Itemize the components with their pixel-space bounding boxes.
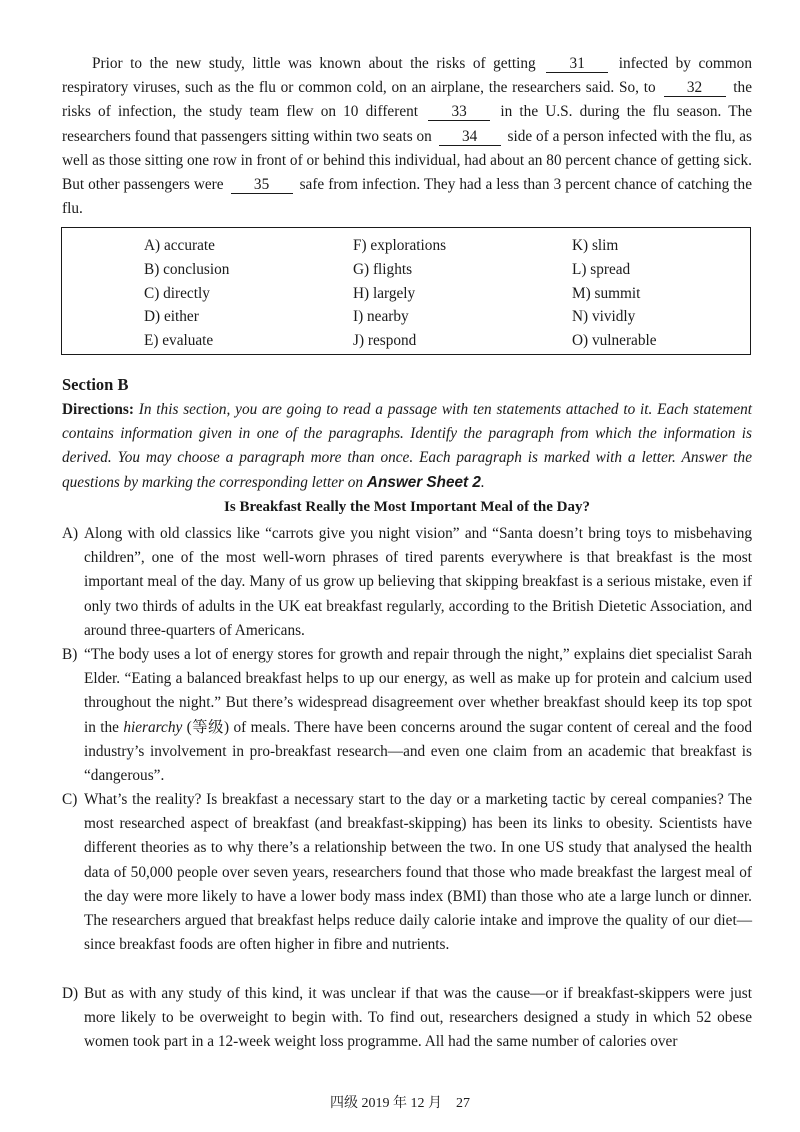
word-bank-column-1 <box>144 234 229 353</box>
word-option: B) conclusion <box>144 260 230 278</box>
passage-text-1: Prior to the new study, little was known about the risks of getting <box>92 55 536 72</box>
blank-31: 31 <box>546 55 608 73</box>
passage-text-6: safe from infection. They had a less than 3 percent chance of catching the flu. <box>62 176 752 218</box>
directions <box>62 398 752 495</box>
answer-sheet-label: Answer Sheet 2 <box>366 473 481 491</box>
word-bank-column-3 <box>572 234 657 353</box>
word-option: N) vividly <box>572 308 636 326</box>
paragraph-text: Along with old classics like “carrots give you night vision” and “Santa doesn’t bring toys to misbehaving children”, one of the most well-worn phrases of tired parents everywhere is that breakfast is the most important meal of the day. Many of us grow up believing that skipping breakfast is a serious mistake, even if only two thirds of adults in the UK eat breakfast regularly, according to the British Dietetic Association, and around three-quarters of Americans. <box>84 525 752 639</box>
blank-35: 35 <box>231 176 293 194</box>
blank-34: 34 <box>439 128 501 146</box>
paragraph-text-part: of meals. There have been concerns around the sugar content of cereal and the food industry’s involvement in pro-breakfast research—and even one claim from an academic that breakfast is “dangerous”. <box>84 718 752 785</box>
paragraph-letter: A) <box>62 525 79 542</box>
italic-term: hierarchy <box>123 718 183 736</box>
word-option: L) spread <box>572 260 631 278</box>
word-bank-box <box>61 227 751 355</box>
chinese-gloss: (等级) <box>186 718 230 736</box>
exam-label: 四级 2019 年 12 月 <box>330 1096 442 1111</box>
word-option: D) either <box>144 308 199 326</box>
word-option: G) flights <box>353 260 413 278</box>
blank-32: 32 <box>664 79 726 97</box>
paragraph-b <box>62 643 752 788</box>
word-bank-column-2 <box>353 234 446 353</box>
passage-text-4: in the U.S. during the flu season. The researchers found that passengers sitting within two seats on <box>62 103 753 145</box>
paragraph-letter: B) <box>62 646 78 663</box>
passage-text-2: infected by common respiratory viruses, such as the flu or common cold, on an airplane, the researchers said. So, to <box>62 55 752 97</box>
paragraph-letter: D) <box>62 985 79 1002</box>
article-title: Is Breakfast Really the Most Important Meal of the Day? <box>224 499 590 515</box>
word-option: K) slim <box>572 237 619 254</box>
passage-text-5: side of a person infected with the flu, as well as those sitting one row in front of or behind this individual, had about an 80 percent chance of getting sick. But other passengers were <box>62 127 753 194</box>
word-option: M) summit <box>572 284 641 302</box>
word-option: H) largely <box>353 284 416 302</box>
passage-text-3: the risks of infection, the study team flew on 10 different <box>62 79 752 121</box>
word-option: A) accurate <box>144 237 215 254</box>
blank-33: 33 <box>428 103 490 121</box>
word-option: J) respond <box>353 332 417 350</box>
directions-label: Directions: <box>62 401 134 418</box>
paragraph-a <box>62 522 752 643</box>
paragraph-text: But as with any study of this kind, it was unclear if that was the cause—or if breakfast-skippers were just more likely to be overweight to begin with. To find out, researchers designed a study in which 52 obese women took part in a 12-week weight loss programme. All had the same number of calories over <box>84 985 752 1051</box>
paragraph-d <box>62 982 752 1055</box>
word-option: I) nearby <box>353 308 409 326</box>
word-option: E) evaluate <box>144 332 214 350</box>
directions-text: In this section, you are going to read a passage with ten statements attached to it. Each statement contains information given in one of the paragraphs. Identify the paragraph from which the information is derived. You may choose a paragraph more than once. Each paragraph is marked with a letter. Answer the questions by marking the corresponding letter on <box>62 401 753 491</box>
paragraph-letter: C) <box>62 791 78 808</box>
word-option: O) vulnerable <box>572 332 657 350</box>
page-number: 27 <box>456 1096 470 1111</box>
cloze-passage <box>62 52 752 221</box>
directions-end: . <box>480 473 485 491</box>
paragraph-text-part: “The body uses a lot of energy stores for growth and repair through the night,” explains diet specialist Sarah Elder. “Eating a balanced breakfast helps to up our energy, as well as make up for protein and calcium used throughout the night.” But there’s widespread disagreement over whether breakfast should keep its top spot in the <box>84 646 752 736</box>
section-title: Section B <box>62 375 129 394</box>
word-option: F) explorations <box>353 237 447 254</box>
page-footer <box>0 1092 800 1112</box>
word-option: C) directly <box>144 284 210 302</box>
paragraph-c <box>62 788 752 957</box>
paragraph-text: What’s the reality? Is breakfast a necessary start to the day or a marketing tactic by cereal companies? The most researched aspect of breakfast (and breakfast-skipping) has been its links to obesity. Scientists have different theories as to why there’s a relationship between the two. In one US study that analysed the health data of 50,000 people over seven years, researchers found that those who made breakfast the largest meal of the day were more likely to have a lower body mass index (BMI) than those who ate a large lunch or dinner. The researchers argued that breakfast helps reduce daily calorie intake and improve the quality of our diet—since breakfast foods are often higher in fibre and nutrients. <box>84 791 752 954</box>
paragraph-text <box>84 643 752 788</box>
